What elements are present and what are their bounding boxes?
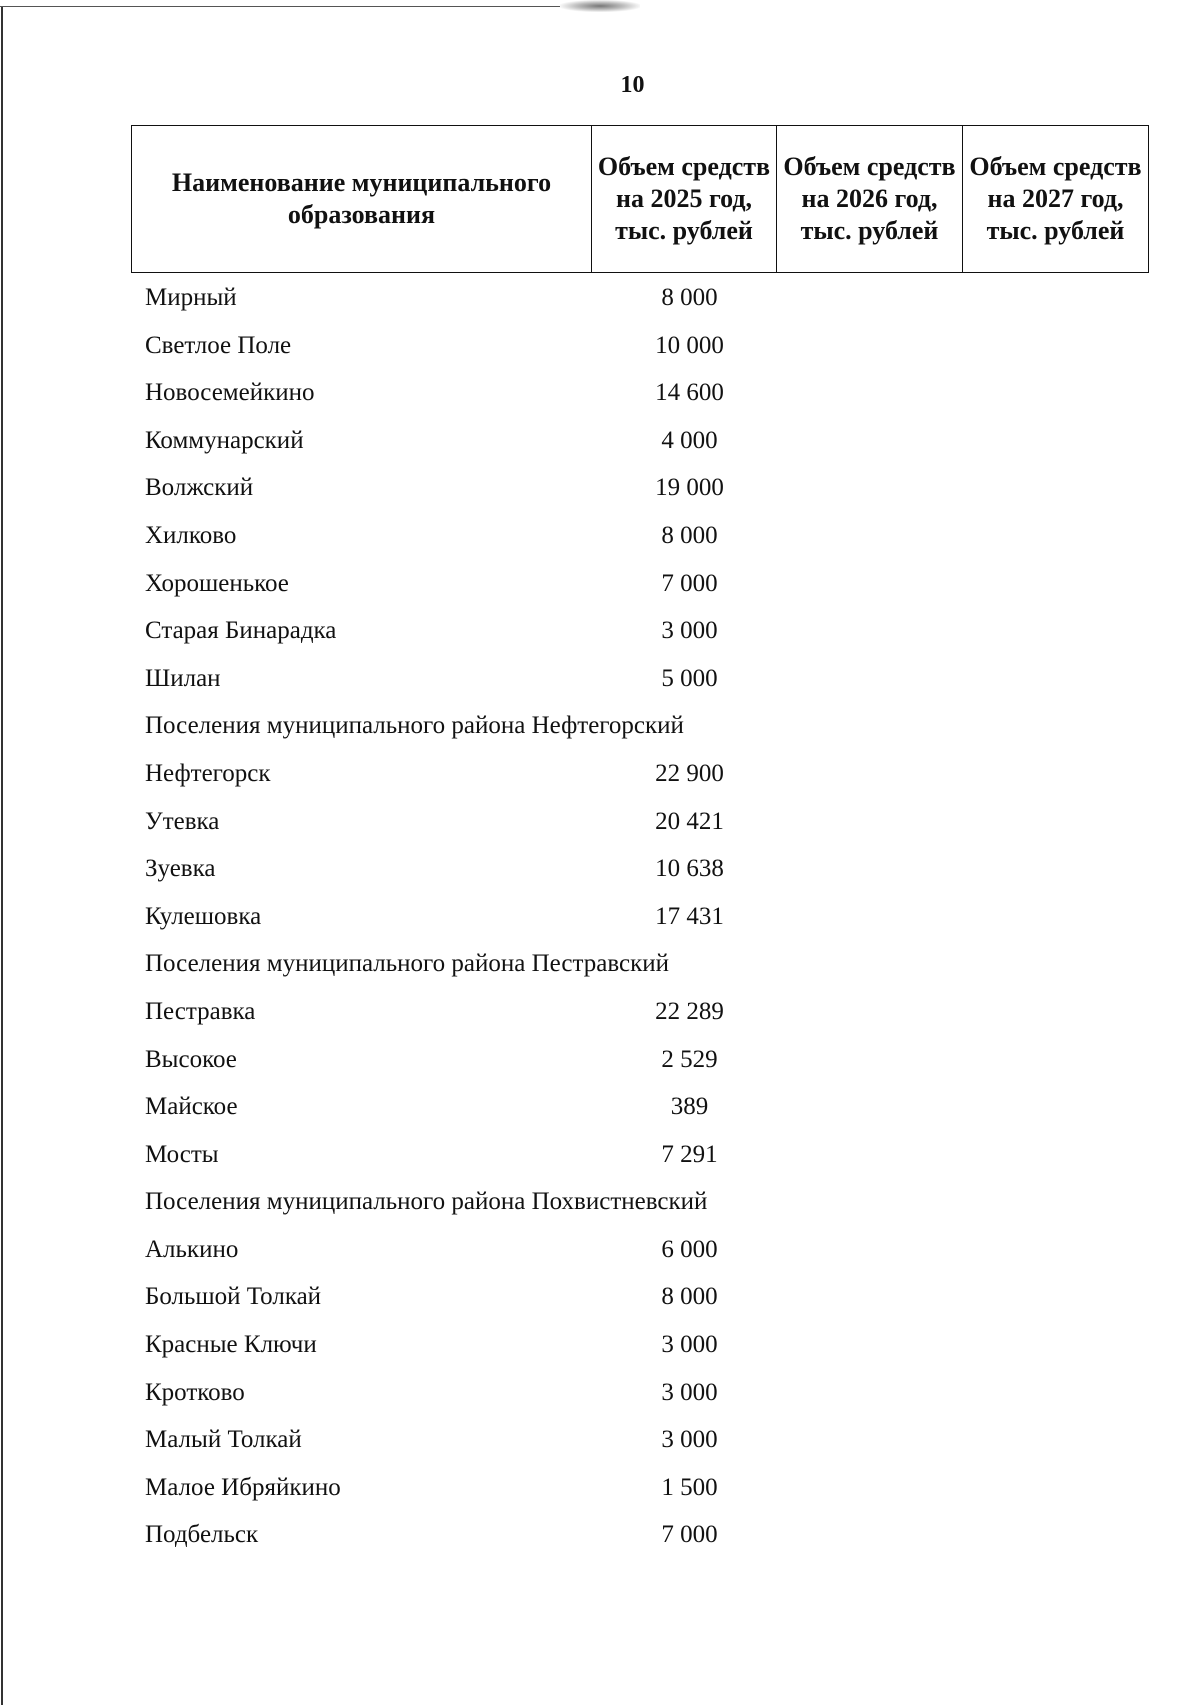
municipality-name: Большой Толкай	[145, 1283, 322, 1311]
table-row	[145, 893, 1145, 941]
group-heading-row	[145, 702, 1145, 750]
value-2025: 5 000	[661, 664, 718, 692]
scan-edge-top	[0, 6, 560, 7]
value-2025: 14 600	[655, 379, 724, 407]
table-row	[145, 1369, 1145, 1417]
municipality-name: Алькино	[145, 1235, 239, 1263]
group-heading-row	[145, 1178, 1145, 1226]
value-2025: 8 000	[661, 284, 718, 311]
value-2025: 17 431	[655, 902, 724, 930]
table-row	[145, 607, 1145, 655]
table-row	[145, 845, 1145, 893]
table-row	[145, 1321, 1145, 1369]
table-body	[145, 274, 1145, 1559]
table-row	[145, 1416, 1145, 1464]
municipality-name: Красные Ключи	[145, 1331, 317, 1359]
table-row	[145, 655, 1145, 703]
value-2025: 3 000	[661, 1378, 718, 1406]
value-2025: 1 500	[661, 1473, 718, 1501]
value-2025: 3 000	[661, 1426, 718, 1454]
municipality-name: Малое Ибряйкино	[145, 1473, 341, 1501]
municipality-name: Нефтегорск	[145, 759, 271, 787]
table-row	[145, 417, 1145, 465]
municipality-name: Малый Толкай	[145, 1426, 302, 1454]
scan-smudge	[560, 0, 640, 12]
table-row	[145, 798, 1145, 846]
scan-edge-left	[1, 6, 3, 1705]
municipality-name: Поселения муниципального района Нефтегорский	[145, 712, 684, 740]
municipality-name: Майское	[145, 1093, 238, 1121]
table-row	[145, 274, 1145, 322]
page-number: 10	[620, 72, 645, 98]
municipality-name: Мирный	[145, 284, 237, 311]
municipality-name: Подбельск	[145, 1521, 259, 1549]
value-2025: 22 289	[655, 997, 724, 1025]
municipality-name: Кротково	[145, 1378, 245, 1406]
value-2025: 8 000	[661, 1283, 718, 1311]
table-header	[131, 125, 1149, 273]
value-2025: 7 000	[661, 1521, 718, 1549]
value-2025: 3 000	[661, 1331, 718, 1359]
value-2025: 10 638	[655, 855, 724, 883]
value-2025: 4 000	[661, 426, 718, 454]
municipality-name: Новосемейкино	[145, 379, 315, 407]
municipality-name: Поселения муниципального района Пестравский	[145, 950, 669, 978]
value-2025: 2 529	[661, 1045, 718, 1073]
table-row	[145, 750, 1145, 798]
municipality-name: Волжский	[145, 474, 254, 502]
municipality-name: Зуевка	[145, 855, 216, 883]
table-row	[145, 1131, 1145, 1179]
municipality-name: Поселения муниципального района Похвистневский	[145, 1188, 708, 1216]
municipality-name: Мосты	[145, 1140, 219, 1168]
municipality-name: Высокое	[145, 1045, 237, 1073]
header-name: Наименование муниципального образования	[132, 126, 592, 273]
table-row	[145, 560, 1145, 608]
municipality-name: Пестравка	[145, 997, 256, 1025]
value-2025: 7 000	[661, 569, 718, 597]
value-2025: 389	[670, 1093, 709, 1121]
table-row	[145, 1083, 1145, 1131]
municipality-name: Хилково	[145, 521, 237, 549]
municipality-name: Шилан	[145, 664, 221, 692]
table-row	[145, 1511, 1145, 1559]
value-2025: 3 000	[661, 617, 718, 645]
table-row	[145, 322, 1145, 370]
municipality-name: Кулешовка	[145, 902, 262, 930]
value-2025: 10 000	[655, 331, 724, 359]
header-2025: Объем средств на 2025 год, тыс. рублей	[592, 126, 777, 273]
header-2026: Объем средств на 2026 год, тыс. рублей	[777, 126, 963, 273]
table-row	[145, 1273, 1145, 1321]
municipality-name: Утевка	[145, 807, 220, 835]
municipality-name: Светлое Поле	[145, 331, 292, 359]
value-2025: 22 900	[655, 759, 724, 787]
table-row	[145, 1036, 1145, 1084]
value-2025: 7 291	[661, 1140, 718, 1168]
value-2025: 20 421	[655, 807, 724, 835]
group-heading-row	[145, 940, 1145, 988]
table-row	[145, 988, 1145, 1036]
table-row	[145, 512, 1145, 560]
municipality-name: Коммунарский	[145, 426, 304, 454]
municipality-name: Старая Бинарадка	[145, 617, 337, 645]
table-row	[145, 1226, 1145, 1274]
value-2025: 8 000	[661, 521, 718, 549]
municipality-name: Хорошенькое	[145, 569, 289, 597]
header-2027: Объем средств на 2027 год, тыс. рублей	[963, 126, 1149, 273]
value-2025: 19 000	[655, 474, 724, 502]
table-row	[145, 464, 1145, 512]
table-row	[145, 369, 1145, 417]
value-2025: 6 000	[661, 1235, 718, 1263]
table-row	[145, 1464, 1145, 1512]
